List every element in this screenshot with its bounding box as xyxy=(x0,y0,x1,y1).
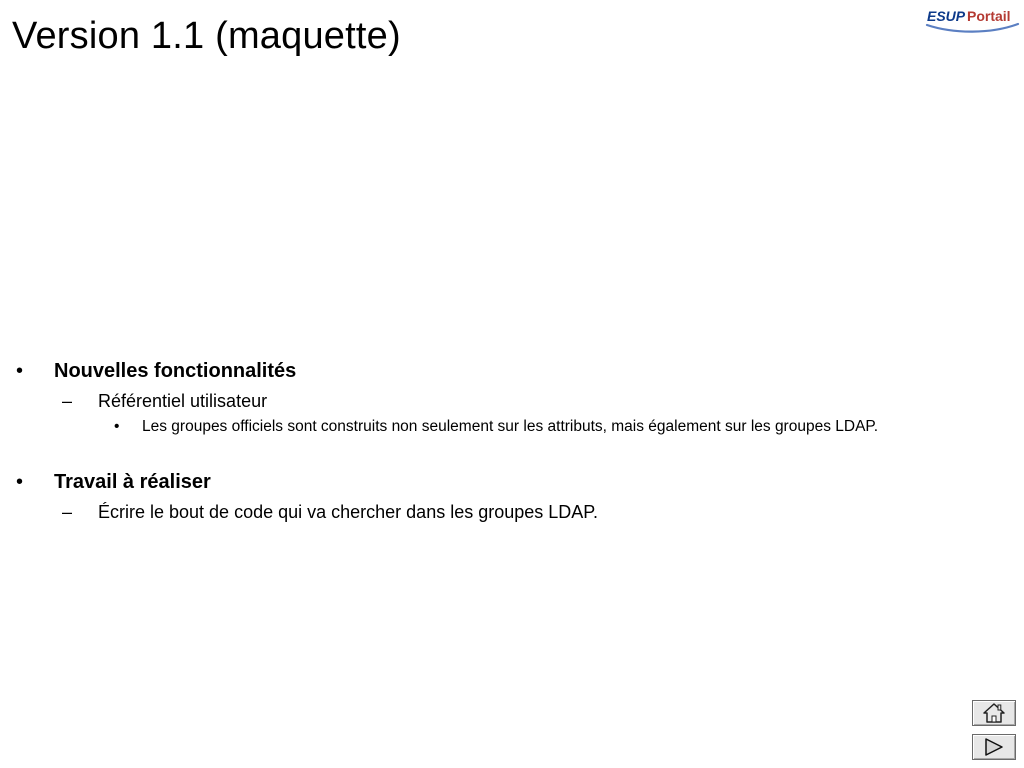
bullet-level1 xyxy=(14,466,1004,498)
next-slide-button[interactable] xyxy=(972,734,1016,760)
bullet-text: Écrire le bout de code qui va chercher dans les groupes LDAP. xyxy=(98,502,598,522)
bullet-marker: • xyxy=(16,471,24,493)
bullet-marker: • xyxy=(114,418,120,435)
bullet-text: Les groupes officiels sont construits non seulement sur les attributs, mais également sur les groupes LDAP. xyxy=(142,418,879,435)
bullet-level2 xyxy=(14,387,1004,415)
play-next-icon xyxy=(982,736,1006,758)
home-icon xyxy=(982,702,1006,724)
svg-text:ESUP: ESUP xyxy=(927,8,966,24)
bullet-level1 xyxy=(14,355,1004,387)
bullet-group xyxy=(14,355,1004,439)
bullet-group xyxy=(14,466,1004,526)
section-heading: Travail à réaliser xyxy=(54,471,211,493)
svg-text:Portail: Portail xyxy=(967,8,1011,24)
esup-portail-logo xyxy=(924,6,1020,34)
bullet-level3 xyxy=(14,415,1004,439)
home-button[interactable] xyxy=(972,700,1016,726)
slide-body xyxy=(14,355,1004,553)
bullet-marker: – xyxy=(62,391,73,411)
slide-title: Version 1.1 (maquette) xyxy=(12,15,401,57)
bullet-level2 xyxy=(14,498,1004,526)
bullet-marker: • xyxy=(16,360,24,382)
section-heading: Nouvelles fonctionnalités xyxy=(54,360,297,382)
bullet-marker: – xyxy=(62,502,73,522)
bullet-text: Référentiel utilisateur xyxy=(98,391,268,411)
